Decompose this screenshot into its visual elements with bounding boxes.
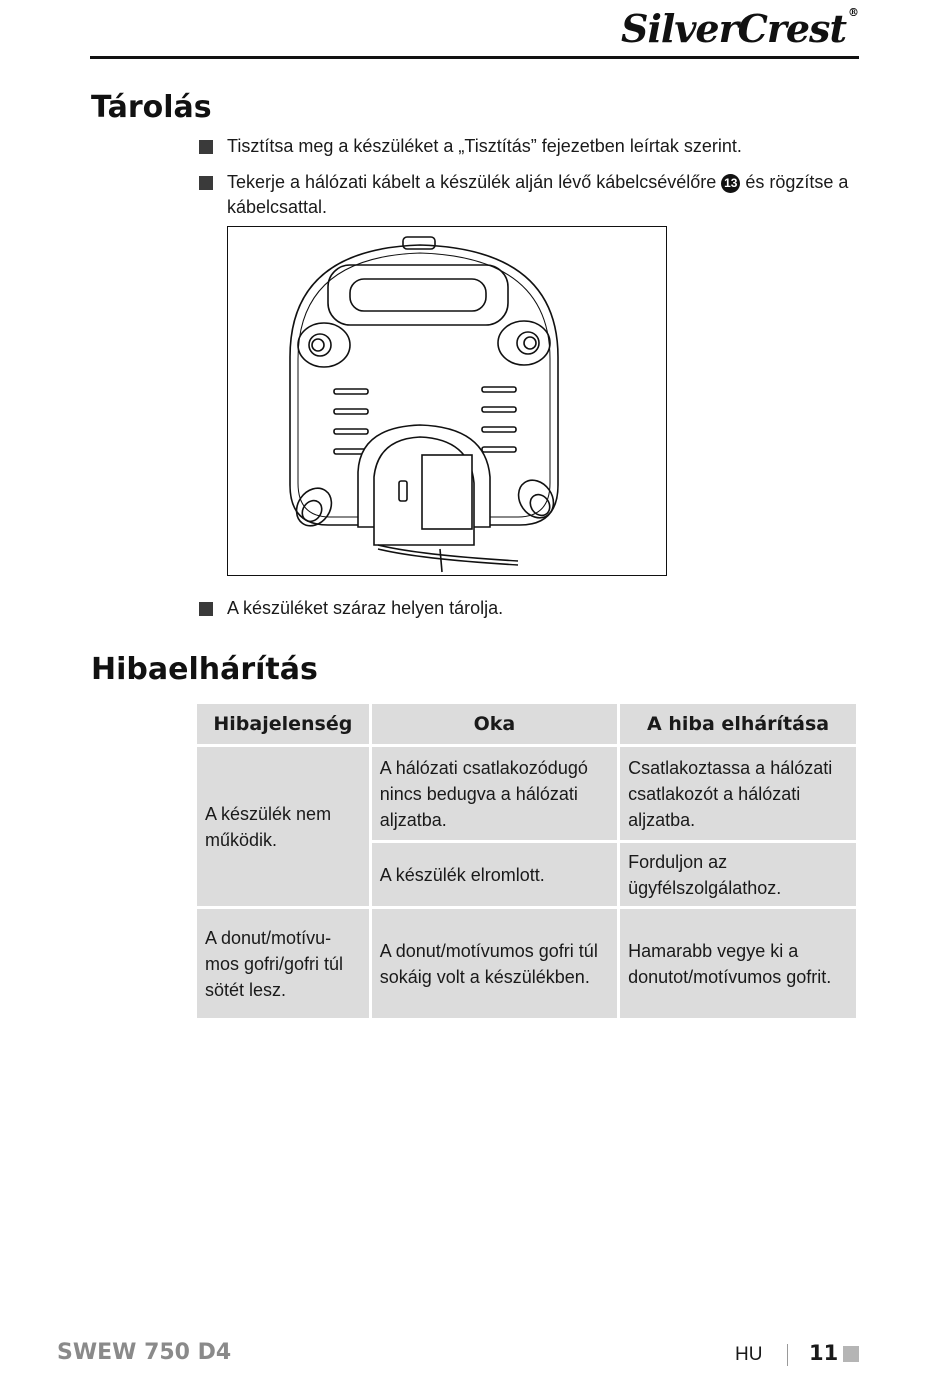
- bullet-square-icon: [199, 602, 213, 616]
- table-header-row: [196, 703, 858, 746]
- section-title-troubleshooting: Hibaelhárítás: [91, 652, 318, 687]
- symptom-cell: A donut/motívu-mos gofri/gofri túl sötét lesz.: [196, 908, 371, 1020]
- footer-divider: [787, 1344, 788, 1366]
- cause-cell: A készülék elromlott.: [370, 842, 618, 908]
- section-title-storage: Tárolás: [91, 90, 212, 125]
- remedy-cell: Csatlakoztassa a hálózati csatlakozót a hálózati aljzatba.: [619, 746, 858, 842]
- bullet-square-icon: [199, 176, 213, 190]
- reference-number-badge: 13: [721, 174, 740, 193]
- page-number: 11: [809, 1341, 839, 1365]
- footer-square-icon: [843, 1346, 859, 1362]
- column-header-cause: Oka: [370, 703, 618, 746]
- column-header-symptom: Hibajelenség: [196, 703, 371, 746]
- footer-language: HU: [735, 1344, 763, 1365]
- column-header-remedy: A hiba elhárítása: [619, 703, 858, 746]
- table-row: [196, 746, 858, 842]
- waffle-maker-bottom-drawing: [228, 227, 665, 574]
- symptom-cell: A készülék nem működik.: [196, 746, 371, 908]
- header-rule: [90, 56, 859, 59]
- bullet-square-icon: [199, 140, 213, 154]
- list-item: Tekerje a hálózati kábelt a készülék alján lévő kábelcsévélőre 13 és rögzítse a kábelcsattal.: [199, 170, 859, 220]
- list-item: Tisztítsa meg a készüléket a „Tisztítás” fejezetben leírtak szerint.: [199, 134, 859, 159]
- cause-cell: A donut/motívumos gofri túl sokáig volt a készülékben.: [370, 908, 618, 1020]
- brand-logo: SilverCrest ®: [621, 6, 858, 51]
- list-item: A készüléket száraz helyen tárolja.: [199, 596, 859, 621]
- troubleshooting-table: [194, 701, 859, 1021]
- footer-model-number: SWEW 750 D4: [57, 1340, 232, 1365]
- cause-cell: A hálózati csatlakozódugó nincs bedugva a hálózati aljzatba.: [370, 746, 618, 842]
- remedy-cell: Forduljon az ügyfélszolgálathoz.: [619, 842, 858, 908]
- remedy-cell: Hamarabb vegye ki a donutot/motívumos gofrit.: [619, 908, 858, 1020]
- table-row: [196, 908, 858, 1020]
- device-illustration: [227, 226, 667, 576]
